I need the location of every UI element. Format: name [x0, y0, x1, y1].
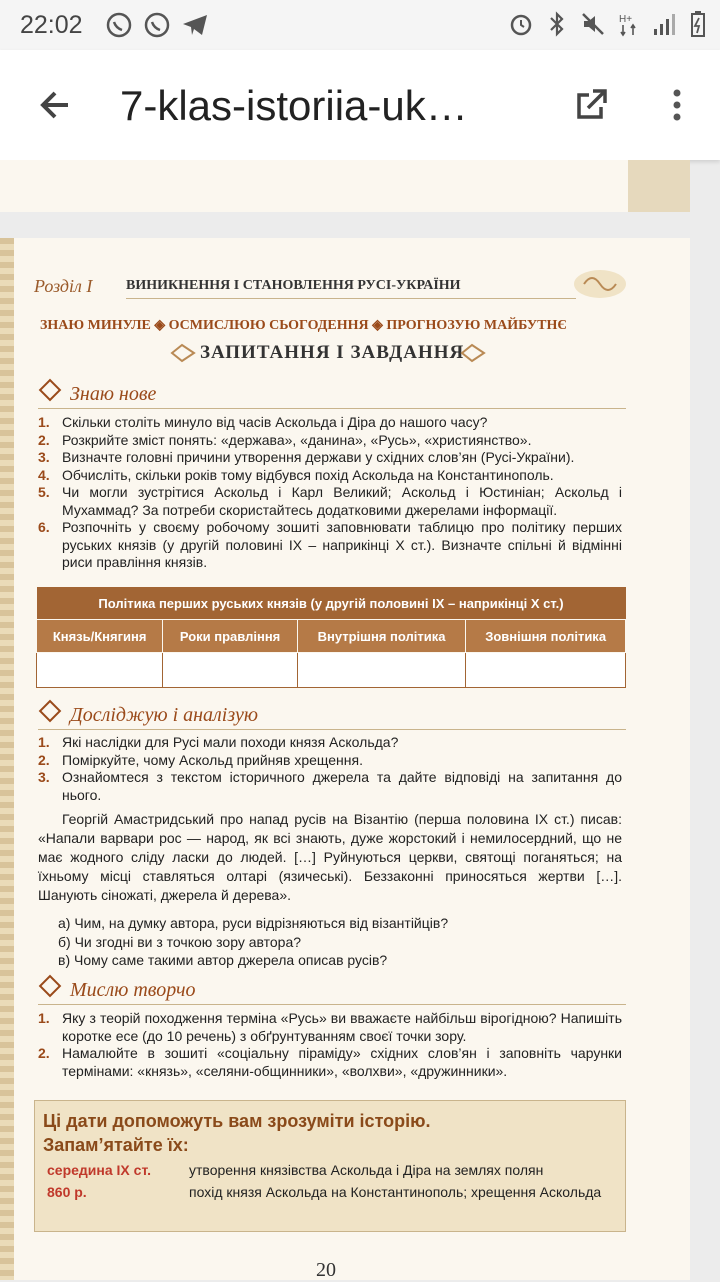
document-page[interactable] [0, 238, 690, 1280]
battery-icon [690, 10, 706, 38]
page-ornament [628, 160, 690, 212]
source-questions [58, 914, 448, 970]
list-item: 2. Розкрийте зміст понять: «держава», «данина», «Русь», «християнство». [38, 431, 532, 448]
diamond-icon [39, 379, 62, 402]
status-bar [0, 0, 720, 50]
previous-page-fragment [0, 160, 690, 212]
section-know-new-title: Знаю нове [38, 382, 626, 409]
viber-icon [104, 10, 134, 40]
section-creative-title: Мислю творчо [38, 978, 626, 1005]
list-item: в) Чому саме такими автор джерела описав русів? [58, 952, 388, 968]
list-item: б) Чи згодні ви з точкою зору автора? [58, 933, 302, 950]
table-header: Зовнішня політика [466, 620, 626, 653]
table-header: Князь/Княгиня [37, 620, 163, 653]
page-number: 20 [316, 1259, 336, 1281]
status-time: 22:02 [20, 11, 83, 39]
section-research-list [38, 734, 622, 804]
list-item: 3. Ознайомтеся з текстом історичного джерела та дайте відповіді на запитання до нього. [38, 769, 622, 803]
table-cell [466, 653, 626, 688]
open-external-button[interactable] [566, 80, 616, 130]
section-creative-list [38, 1010, 622, 1080]
date-event: похід князя Аскольда на Константинополь; хрещення Аскольда [189, 1184, 602, 1200]
chapter-title: ВИНИКНЕННЯ І СТАНОВЛЕННЯ РУСІ-УКРАЇНИ [126, 278, 576, 299]
ornament-icon [572, 266, 628, 302]
telegram-icon [180, 10, 210, 40]
historical-source-text: Георгій Амастридський про напад русів на Візантію (перша половина IX ст.) писав: «Напали варвари рос — народ, як всі знають, дуже жорстокий і немилосердний, що не має жодного сліду ласки до людей. […] Руйнуються церкви, святощі поганяться; на їхньому місці ставляться олтарі (язичеські). Беззаконні приносяться жертви […]. Шанують сіножаті, джерела й дерева». [38, 811, 622, 903]
table-cell [297, 653, 465, 688]
diamond-icon [39, 975, 62, 998]
date-label: середина IX ст. [47, 1162, 151, 1178]
overflow-menu-button[interactable] [652, 80, 702, 130]
document-title: 7-klas-istoriia-uk… [120, 82, 468, 129]
section-header [34, 276, 461, 297]
back-button[interactable] [30, 80, 80, 130]
table-header: Роки правління [163, 620, 298, 653]
section-know-new-list [38, 414, 622, 572]
key-dates-box [34, 1100, 626, 1232]
list-item: 2. Поміркуйте, чому Аскольд прийняв хрещення. [38, 751, 363, 768]
list-item: 5. Чи могли зустрітися Аскольд і Карл Великий; Аскольд і Юстиніан; Аскольд і Мухаммад? За потреби скористайтесь додатковими джерелами інформації. [38, 484, 622, 518]
motto: ЗНАЮ МИНУЛЕ ◈ ОСМИСЛЮЮ СЬОГОДЕННЯ ◈ ПРОГНОЗУЮ МАЙБУТНЄ [40, 318, 567, 333]
table-cell [37, 653, 163, 688]
open-external-icon [571, 85, 611, 125]
list-item: 1. Скільки століть минуло від часів Аскольда і Діра до нашого часу? [38, 414, 488, 430]
ornament-right-icon [460, 342, 486, 364]
princes-policy-table [36, 587, 626, 688]
ornament-left-icon [170, 342, 196, 364]
signal-icon [652, 11, 678, 37]
table-caption: Політика перших руських князів (у другій половині IX – наприкінці X ст.) [37, 587, 626, 620]
alarm-icon [508, 11, 534, 37]
viber-icon [142, 10, 172, 40]
table-cell [163, 653, 298, 688]
arrow-left-icon [35, 85, 75, 125]
table-header: Внутрішня політика [297, 620, 465, 653]
list-item: 4. Обчисліть, скільки років тому відбувся похід Аскольда на Константинополь. [38, 466, 554, 483]
mute-icon [580, 11, 606, 37]
list-item: 2. Намалюйте в зошиті «соціальну піраміду» східних слов’ян і заповніть чарунки термінами: «князь», «селяни-общинники», «волхви», «дружинники». [38, 1045, 622, 1079]
list-item: а) Чим, на думку автора, руси відрізняються від візантійців? [58, 915, 449, 931]
key-dates-title: Ці дати допоможуть вам зрозуміти історію. Запам’ятайте їх: [43, 1111, 431, 1155]
bluetooth-icon [546, 11, 568, 37]
date-event: утворення князівства Аскольда і Діра на землях полян [189, 1162, 544, 1178]
list-item: 1. Які наслідки для Русі мали походи князя Аскольда? [38, 734, 399, 750]
diamond-icon [39, 700, 62, 723]
app-toolbar [0, 50, 720, 160]
page-ornament-border [0, 238, 14, 1280]
date-label: 860 р. [47, 1184, 87, 1200]
list-item: 3. Визначте головні причини утворення держави у східних слов’ян (Русі-України). [38, 449, 575, 465]
section-research-title: Досліджую і аналізую [38, 703, 626, 730]
section-number: Розділ I [34, 276, 93, 296]
questions-title: ЗАПИТАННЯ І ЗАВДАННЯ [200, 342, 465, 363]
list-item: 1. Яку з теорій походження терміна «Русь» ви вважаєте найбільш вірогідною? Напишіть коротке есе (до 10 речень) з обґрунтуванням своєї точки зору. [38, 1010, 622, 1044]
svg-text:H+: H+ [619, 14, 633, 25]
list-item: 6. Розпочніть у своєму робочому зошиті заповнювати таблицю про політику перших руських князів (у другій половині IX – наприкінці X ст.). Визначте спільні й відмінні риси правління князів. [38, 519, 622, 570]
network-hplus-icon [618, 11, 640, 37]
more-vert-icon [667, 85, 687, 125]
